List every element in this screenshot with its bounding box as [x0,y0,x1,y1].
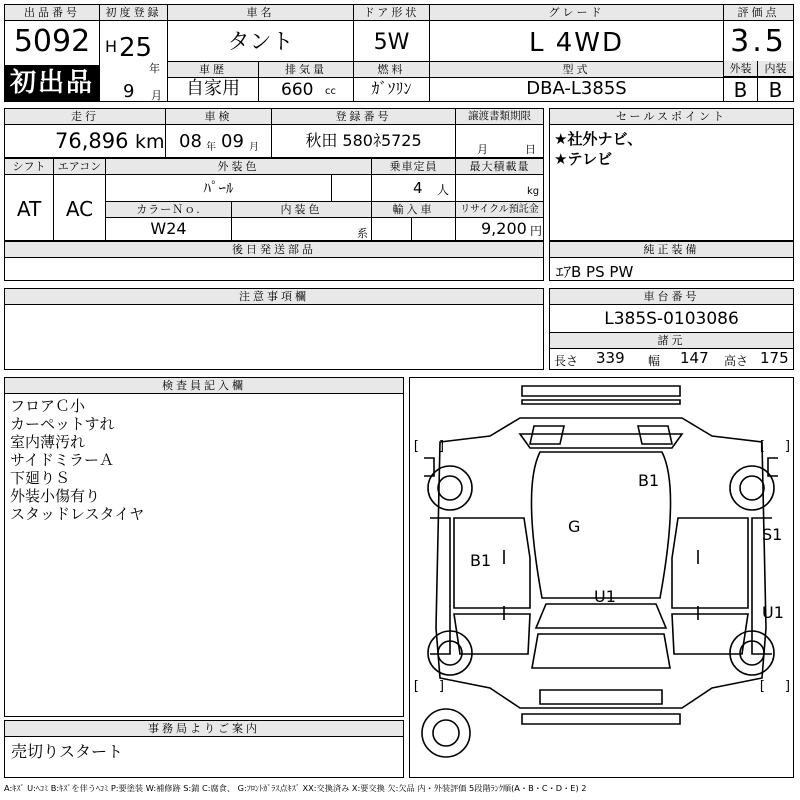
shift-value: AT [16,197,42,221]
sales-point-label: セールスポイント [550,109,793,125]
door-type-value: 5W [373,30,410,55]
car-name-label: 車名 [168,5,353,21]
grade-label: グレード [430,5,723,21]
notes-label: 注意事項欄 [5,289,543,305]
bracket-close-1: ] [438,439,446,454]
car-name-value: タント [227,30,294,55]
registration-month: 9 [123,81,135,102]
capacity-label: 乗車定員 [372,159,455,175]
plate-label: 登録番号 [272,109,455,125]
chassis-value: L385S-0103086 [604,309,739,329]
lot-label: 出品番号 [5,5,99,21]
sales-point-box [549,108,794,241]
inspector-notes: フロアＣ小 カーペットすれ 室内薄汚れ サイドミラーＡ 下廻りＳ 外装小傷有り スタッドレスタイヤ [10,397,145,523]
length-value: 339 [596,349,625,367]
bracket-close-3: ] [438,679,446,694]
top-info-block [4,4,794,102]
equipment-value: ｴｱB PS PW [556,263,634,281]
damage-mark-b1-roof: B1 [638,471,660,490]
exterior-color-value: ﾊﾟｰﾙ [203,179,234,197]
inspector-label: 検査員記入欄 [5,378,403,394]
displacement-label: 排気量 [259,61,353,78]
model-code-value: DBA-L385S [526,78,627,99]
spec-block [4,158,544,241]
registration-month-unit: 月 [151,89,162,102]
history-value: 自家用 [186,78,240,99]
exterior-color-label: 外装色 [106,159,371,175]
bracket-close-2: ] [784,439,792,454]
sales-point-text: ★社外ナビ、 ★テレビ [554,130,643,168]
height-value: 175 [760,349,789,367]
recycle-unit: 円 [530,224,543,238]
bracket-open-2: [ [758,439,766,454]
width-value: 147 [680,349,709,367]
office-label: 事務局よりご案内 [5,721,403,737]
registration-era: H [105,37,118,56]
score-label: 評価点 [724,5,793,21]
length-label: 長さ [554,354,579,368]
damage-mark-s1-right: S1 [762,525,783,544]
height-label: 高さ [724,354,749,368]
car-diagram-box [409,377,794,778]
capacity-value: 4 [413,179,423,197]
inspection-year: 08 [179,131,202,152]
shift-label: シフト [5,159,53,175]
damage-mark-u1-right: U1 [762,603,784,622]
inspection-month-unit: 月 [249,142,259,153]
notes-box [4,288,544,370]
plate-value: 秋田 580ﾈ5725 [305,131,422,150]
color-no-label: カラーＮｏ. [106,202,231,218]
displacement-unit: cc [325,86,336,97]
bracket-open-4: [ [758,679,766,694]
mileage-value: 76,896 [55,129,129,153]
inspection-year-unit: 年 [206,142,216,153]
history-label: 車歴 [168,61,258,78]
grade-value: L 4WD [528,28,625,58]
interior-color-unit: 系 [357,227,368,240]
transfer-month-unit: 月 [477,143,488,156]
fuel-label: 燃料 [354,61,429,78]
mileage-label: 走行 [5,109,165,125]
door-type-label: ドア形状 [354,5,429,21]
first-registration-label: 初度登録 [100,5,167,21]
score-value: 3.5 [730,24,787,59]
damage-mark-u1-center: U1 [594,587,616,606]
max-load-unit: kg [527,186,540,197]
registration-year: 25 [119,33,153,63]
color-no-value: W24 [150,219,187,238]
mileage-block [4,108,544,158]
later-parts-box [4,241,544,281]
recycle-value: 9,200 [481,219,527,238]
bracket-open-1: [ [412,439,420,454]
aircon-label: エアコン [54,159,105,175]
chassis-label: 車台番号 [550,289,793,305]
interior-color-label: 内装色 [232,202,371,218]
width-label: 幅 [648,354,661,368]
displacement-value: 660 [281,80,314,100]
mileage-unit: km [135,131,165,153]
transfer-deadline-label: 譲渡書類期限 [456,109,543,125]
equipment-box [549,241,794,281]
model-code-label: 型式 [430,61,723,78]
equipment-label: 純正装備 [550,242,793,258]
interior-score-value: B [768,78,783,102]
exterior-score-value: B [733,78,748,102]
damage-mark-b1-left: B1 [470,551,492,570]
first-listing-badge: 初出品 [5,65,99,101]
exterior-score-label: 外装 [724,61,757,77]
damage-legend: A:ｷｽﾞ U:ﾍｺﾐ B:ｷｽﾞを伴うﾍｺﾐ P:要塗装 W:補修跡 S:錆 C:腐食、 G:ﾌﾛﾝﾄｶﾞﾗｽ点ｷｽﾞ XX:交換済み X:要交換 欠:欠品 内・外装評価 5段階ﾗﾝｸ順(A・B・C・D・E) 2 [4,783,587,793]
fuel-value: ｶﾞｿﾘﾝ [371,79,412,98]
lot-number: 5092 [13,24,91,59]
transfer-day-unit: 日 [525,143,536,156]
capacity-unit: 人 [437,183,450,197]
car-diagram [410,378,793,777]
max-load-label: 最大積載量 [456,159,543,175]
bracket-close-4: ] [784,679,792,694]
office-message: 売切りスタート [11,742,124,761]
interior-score-label: 内装 [758,61,793,77]
inspection-label: 車検 [166,109,271,125]
recycle-label: リサイクル預託金 [456,202,543,218]
damage-mark-g-windshield: G [568,517,581,536]
dimensions-label: 諸元 [550,332,793,349]
bracket-open-3: [ [412,679,420,694]
registration-year-unit: 年 [149,62,160,75]
chassis-box [549,288,794,370]
inspection-month: 09 [221,131,244,152]
aircon-value: AC [65,197,94,221]
import-label: 輸入車 [372,202,455,218]
office-box [4,720,404,778]
later-parts-label: 後日発送部品 [5,242,543,258]
inspector-box [4,377,404,717]
